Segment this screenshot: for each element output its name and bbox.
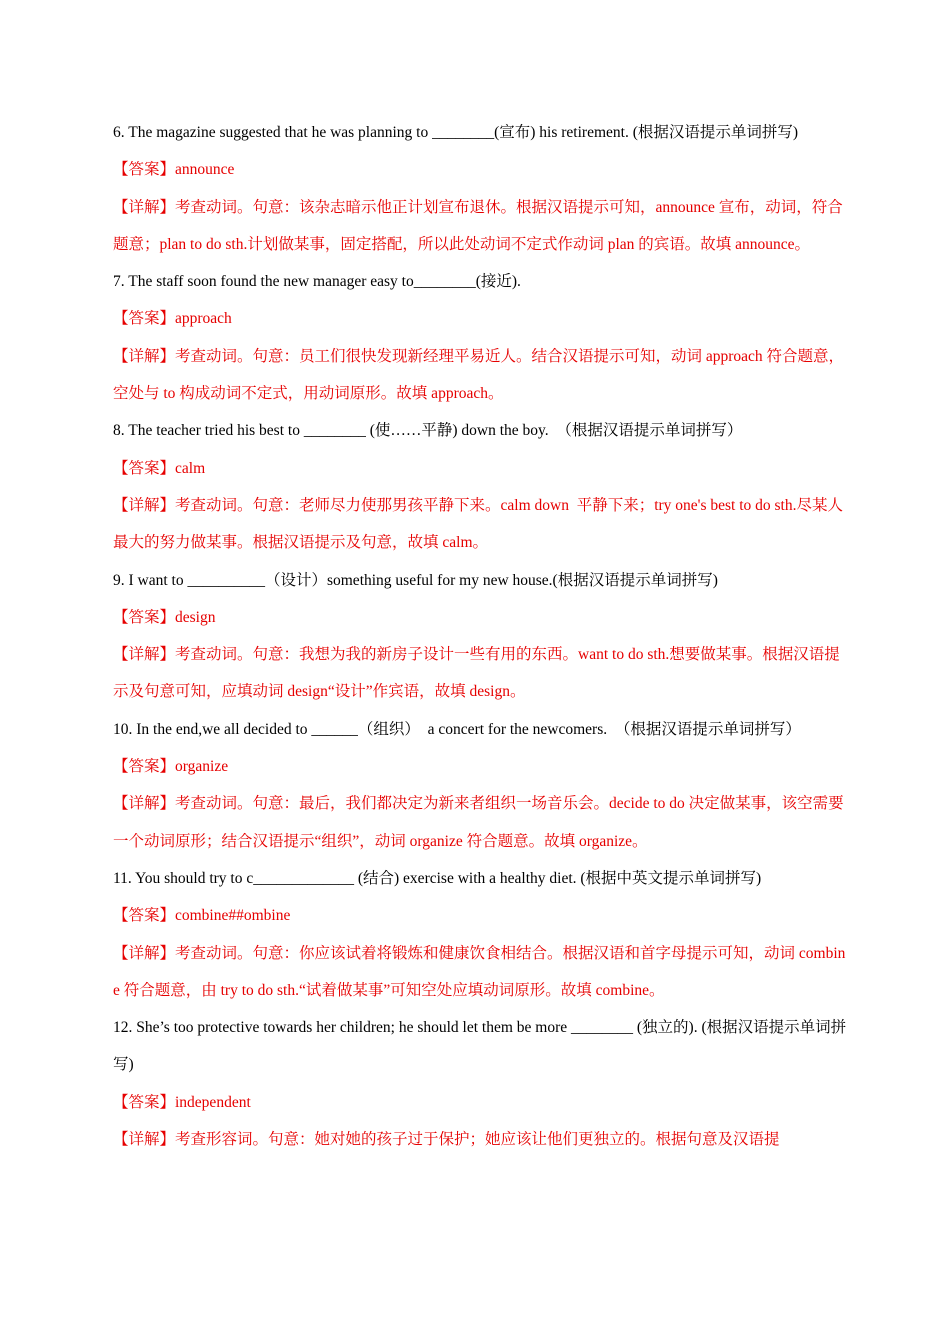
answer-6: 【答案】announce	[113, 161, 235, 179]
question-6: 6. The magazine suggested that he was planning to ________(宣布) his retirement. (根据汉语提示单词拼写)	[113, 124, 799, 141]
question-8: 8. The teacher tried his best to ________ (使……平静) down the boy. （根据汉语提示单词拼写）	[113, 422, 743, 440]
answer-10: 【答案】organize	[113, 758, 229, 776]
question-11: 11. You should try to c_____________ (结合) exercise with a healthy diet. (根据中英文提示单词拼写)	[113, 869, 762, 887]
question-12: 12. She’s too protective towards her children; he should let them be more ________ (独立的). (根据汉语提示单词拼写)	[113, 1019, 847, 1074]
detail-6: 【详解】考查动词。句意：该杂志暗示他正计划宣布退休。根据汉语提示可知，announce 宣布，动词，符合题意；plan to do sth.计划做某事，固定搭配，所以此处动词不定式作动词 plan 的宾语。故填 announce。	[113, 198, 843, 253]
question-7: 7. The staff soon found the new manager easy to________(接近).	[113, 273, 521, 291]
answer-12: 【答案】independent	[113, 1093, 251, 1111]
answer-9: 【答案】design	[113, 608, 216, 626]
detail-11: 【详解】考查动词。句意：你应该试着将锻炼和健康饮食相结合。根据汉语和首字母提示可知，动词 combine 符合题意，由 try to do sth.“试着做某事”可知空处应填动词原形。故填 combine。	[113, 944, 846, 999]
detail-9: 【详解】考查动词。句意：我想为我的新房子设计一些有用的东西。want to do sth.想要做某事。根据汉语提示及句意可知，应填动词 design“设计”作宾语，故填 design。	[113, 646, 840, 701]
document-page	[113, 114, 848, 1158]
detail-12: 【详解】考查形容词。句意：她对她的孩子过于保护；她应该让他们更独立的。根据句意及汉语提	[113, 1131, 780, 1149]
detail-7: 【详解】考查动词。句意：员工们很快发现新经理平易近人。结合汉语提示可知，动词 approach 符合题意，空处与 to 构成动词不定式，用动词原形。故填 approach。	[113, 347, 845, 403]
answer-7: 【答案】approach	[113, 310, 232, 328]
answer-8: 【答案】calm	[113, 459, 206, 477]
detail-8: 【详解】考查动词。句意：老师尽力使那男孩平静下来。calm down 平静下来；try one's best to do sth.尽某人最大的努力做某事。根据汉语提示及句意，故填 calm。	[113, 496, 843, 552]
question-9: 9. I want to __________（设计）something useful for my new house.(根据汉语提示单词拼写)	[113, 571, 718, 589]
question-10: 10. In the end,we all decided to ______（组织） a concert for the newcomers. （根据汉语提示单词拼写）	[113, 720, 801, 738]
answer-11: 【答案】combine##ombine	[113, 907, 291, 925]
detail-10: 【详解】考查动词。句意：最后，我们都决定为新来者组织一场音乐会。decide to do 决定做某事，该空需要一个动词原形；结合汉语提示“组织”，动词 organize 符合题意。故填 organize。	[113, 795, 844, 850]
